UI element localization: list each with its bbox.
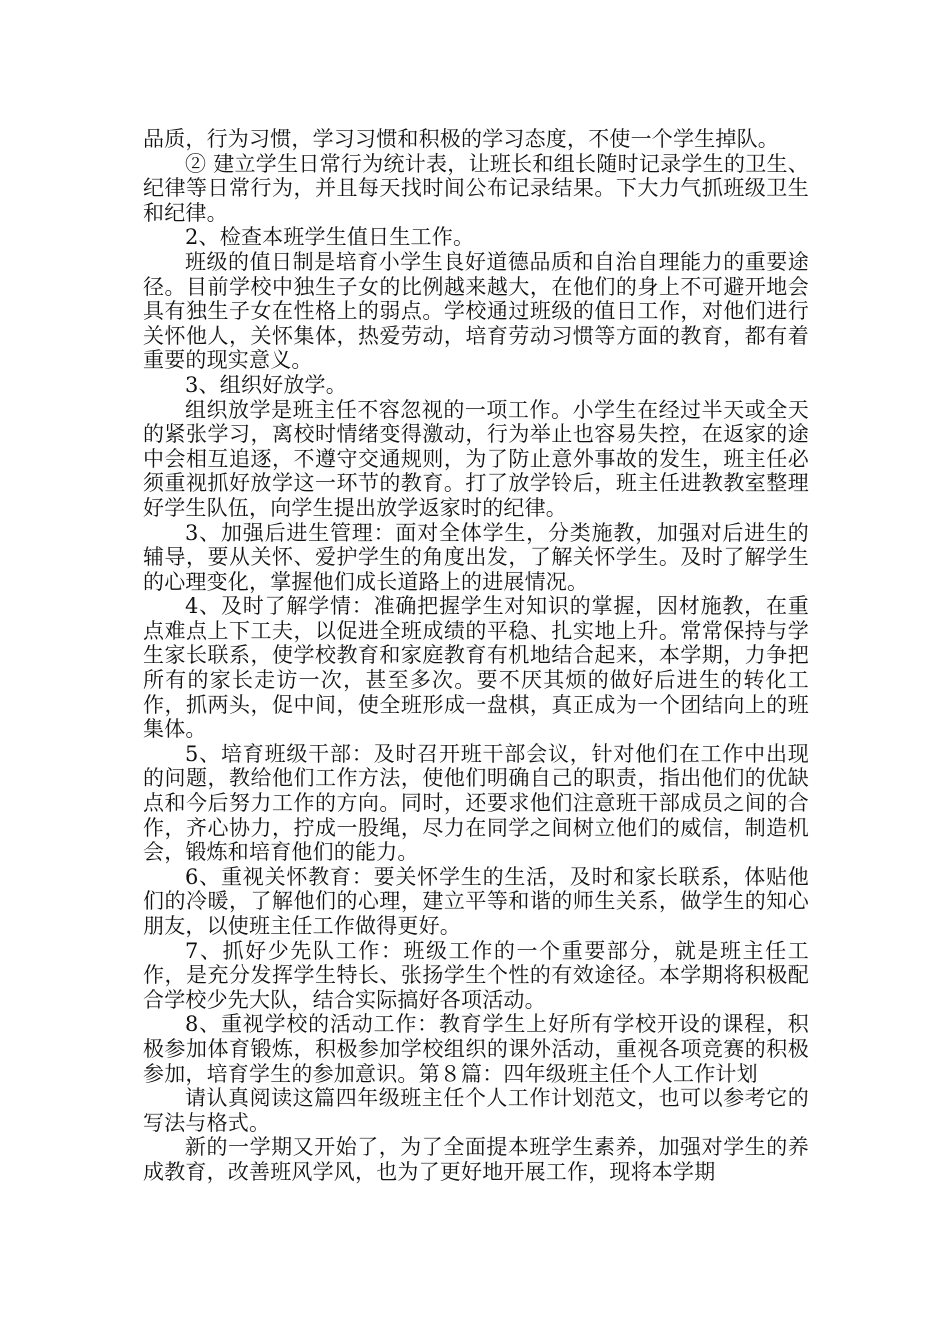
paragraph-struggling-students: 3、加强后进生管理：面对全体学生，分类施教，加强对后进生的辅导，要从关怀、爱护学生的角度出发，了解关怀学生。及时了解学生的心理变化，掌握他们成长道路上的进展情况。	[143, 520, 809, 594]
paragraph-heading-duty: 2、检查本班学生值日生工作。	[185, 225, 475, 250]
document-body	[143, 127, 809, 1185]
paragraph-quality-habits: 品质，行为习惯，学习习惯和积极的学习态度，不使一个学生掉队。	[143, 127, 779, 151]
paragraph-new-semester: 新的一学期又开始了，为了全面提本班学生素养，加强对学生的养成教育，改善班风学风，也为了更好地开展工作，现将本学期	[143, 1135, 809, 1184]
paragraph-duty-system: 班级的值日制是培育小学生良好道德品质和自治自理能力的重要途径。目前学校中独生子女的比例越来越大，在他们的身上不可避开地会具有独生子女在性格上的弱点。学校通过班级的值日工作，对他们进行关怀他人，关怀集体，热爱劳动，培育劳动习惯等方面的教育，都有着重要的现实意义。	[143, 249, 809, 373]
paragraph-school-activities: 8、重视学校的活动工作：教育学生上好所有学校开设的课程，积极参加体育锻炼，积极参加学校组织的课外活动，重视各项竞赛的积极参加，培育学生的参加意识。第８篇：四年级班主任个人工作计划	[143, 1012, 809, 1086]
paragraph-class-leaders: 5、培育班级干部：及时召开班干部会议，针对他们在工作中出现的问题，教给他们工作方法，使他们明确自己的职责，指出他们的优缺点和今后努力工作的方向。同时，还要求他们注意班干部成员之间的合作，齐心协力，拧成一股绳，尽力在同学之间树立他们的威信，制造机会，锻炼和培育他们的能力。	[143, 741, 809, 865]
paragraph-heading-dismissal: 3、组织好放学。	[185, 372, 347, 397]
paragraph-young-pioneers: 7、抓好少先队工作：班级工作的一个重要部分，就是班主任工作，是充分发挥学生特长、张扬学生个性的有效途径。本学期将积极配合学校少先大队，结合实际搞好各项活动。	[143, 938, 809, 1012]
paragraph-dismissal: 组织放学是班主任不容忽视的一项工作。小学生在经过半天或全天的紧张学习，离校时情绪变得激动，行为举止也容易失控，在返家的途中会相互追逐，不遵守交通规则，为了防止意外事故的发生，班主任必须重视抓好放学这一环节的教育。打了放学铃后，班主任进教教室整理好学生队伍，向学生提出放学返家时的纪律。	[143, 397, 809, 520]
paragraph-care-education: 6、重视关怀教育：要关怀学生的生活，及时和家长联系，体贴他们的冷暖，了解他们的心理，建立平等和谐的师生关系，做学生的知心朋友，以使班主任工作做得更好。	[143, 864, 809, 938]
paragraph-read-intro: 请认真阅读这篇四年级班主任个人工作计划范文，也可以参考它的写法与格式。	[143, 1086, 809, 1135]
paragraph-learning-status: 4、及时了解学情：准确把握学生对知识的掌握，因材施教，在重点难点上下工夫，以促进全班成绩的平稳、扎实地上升。常常保持与学生家长联系，使学校教育和家庭教育有机地结合起来，本学期，力争把所有的家长走访一次，甚至多次。要不厌其烦的做好后进生的转化工作，抓两头，促中间，使全班形成一盘棋，真正成为一个团结向上的班集体。	[143, 594, 809, 742]
paragraph-behavior-stats: ② 建立学生日常行为统计表，让班长和组长随时记录学生的卫生、纪律等日常行为，并且每天找时间公布记录结果。下大力气抓班级卫生和纪律。	[143, 151, 809, 225]
